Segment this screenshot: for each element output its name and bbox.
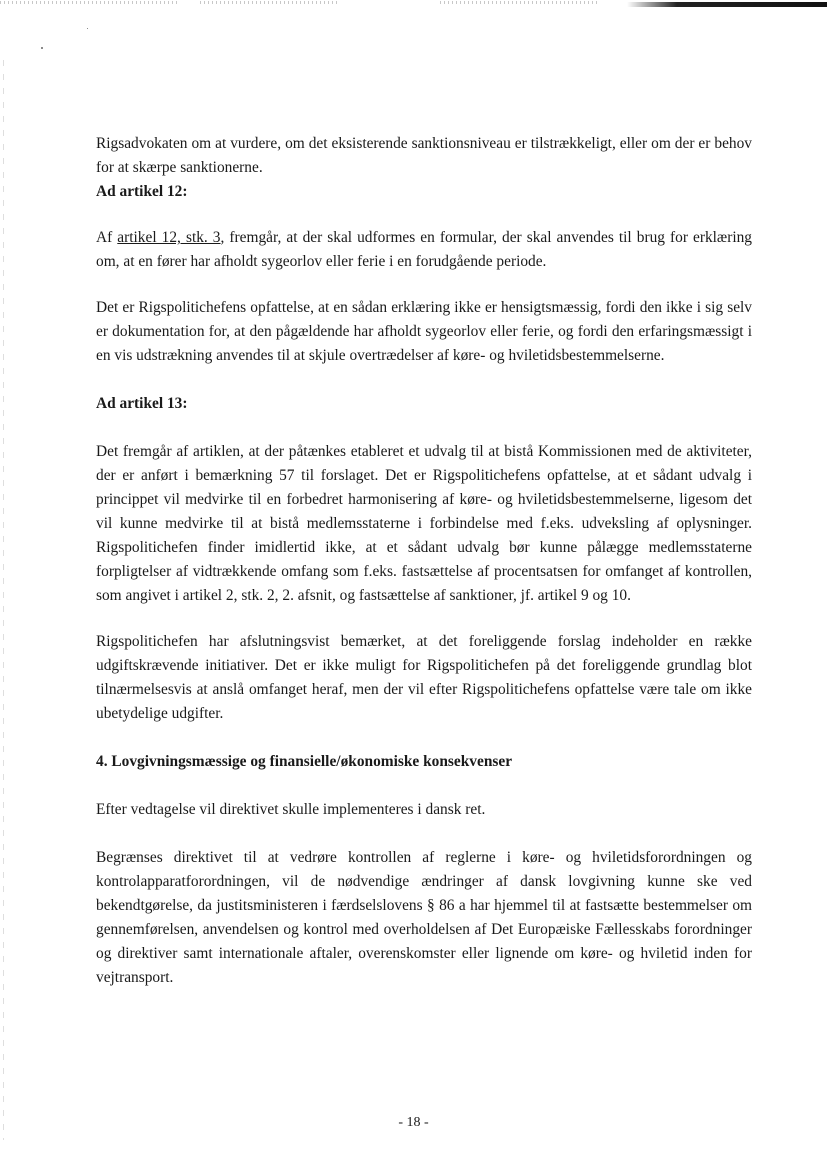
article-12-text: , fremgår, at der skal udformes en formular, der skal anvendes til brug for erklæring om, at en fører har afholdt sygeorlov eller ferie i en forudgående periode.: [96, 229, 752, 270]
scan-edge-bar: [627, 2, 827, 7]
article-12-prefix: Af: [96, 229, 118, 246]
article-13-paragraph-2: Rigspolitichefen har afslutningsvist bemærket, at det foreliggende forslag indeholder en række udgiftskrævende initiativer. Det er ikke muligt for Rigspolitichefen på det foreliggende grundlag blot tilnærmelsesvis at anslå omfanget heraf, men der vil efter Rigspolitichefens opfattelse være tale om ikke ubetydelige udgifter.: [96, 633, 752, 722]
heading-article-12: Ad artikel 12:: [96, 183, 188, 200]
heading-section-4: 4. Lovgivningsmæssige og finansielle/økonomiske konsekvenser: [96, 753, 513, 770]
article-12-paragraph-2: Det er Rigspolitichefens opfattelse, at en sådan erklæring ikke er hensigtsmæssig, fordi den ikke i sig selv er dokumentation for, at den pågældende har afholdt sygeorlov eller ferie, og fordi den erfaringsmæssigt i en vis udstrækning anvendes til at skjule overtrædelser af køre- og hviletidsbestemmelserne.: [96, 299, 752, 364]
scan-speckle: [0, 1, 180, 4]
document-page: [96, 132, 752, 990]
scan-dot: [87, 28, 88, 29]
article-12-paragraph-1: [96, 226, 752, 274]
section-4-paragraph-1: Efter vedtagelse vil direktivet skulle implementeres i dansk ret.: [96, 801, 486, 818]
scan-top-edge: [0, 0, 827, 8]
section-4-paragraph-2: Begrænses direktivet til at vedrøre kontrollen af reglerne i køre- og hviletidsforordningen og kontrolapparatforordningen, vil de nødvendige ændringer af dansk lovgivning kunne ske ved bekendtgørelse, da justitsministeren i færdselslovens § 86 a har hjemmel til at fastsætte bestemmelser om gennemførelsen, anvendelsen og kontrol med overholdelsen af Det Europæiske Fællesskabs forordninger og direktiver samt internationale aftaler, overenskomster eller lignende om køre- og hviletid inden for vejtransport.: [96, 849, 752, 986]
scan-margin-line: [3, 60, 4, 1140]
article-13-paragraph-1: Det fremgår af artiklen, at der påtænkes etableret et udvalg til at bistå Kommissionen med de aktiviteter, der er anført i bemærkning 57 til forslaget. Det er Rigspolitichefens opfattelse, at et sådant udvalg i princippet vil medvirke til en forbedret harmonisering af køre- og hviletidsbestemmelserne, ligesom det vil kunne medvirke til at bistå medlemsstaterne i forbindelse med f.eks. udveksling af oplysninger. Rigspolitichefen finder imidlertid ikke, at et sådant udvalg bør kunne pålægge medlemsstaterne forpligtelser af vidtrækkende omfang som f.eks. fastsættelse af procentsatsen for omfanget af kontrollen, som angivet i artikel 2, stk. 2, 2. afsnit, og fastsættelse af sanktioner, jf. artikel 9 og 10.: [96, 443, 752, 604]
heading-article-13: Ad artikel 13:: [96, 395, 188, 412]
page-number: - 18 -: [398, 1115, 429, 1130]
article-12-reference: artikel 12, stk. 3: [117, 229, 221, 246]
scan-dot: [41, 47, 43, 49]
intro-paragraph: Rigsadvokaten om at vurdere, om det eksisterende sanktionsniveau er tilstrækkeligt, eller om der er behov for at skærpe sanktionerne.: [96, 135, 752, 176]
scan-speckle: [200, 1, 340, 4]
scan-speckle: [440, 1, 600, 4]
